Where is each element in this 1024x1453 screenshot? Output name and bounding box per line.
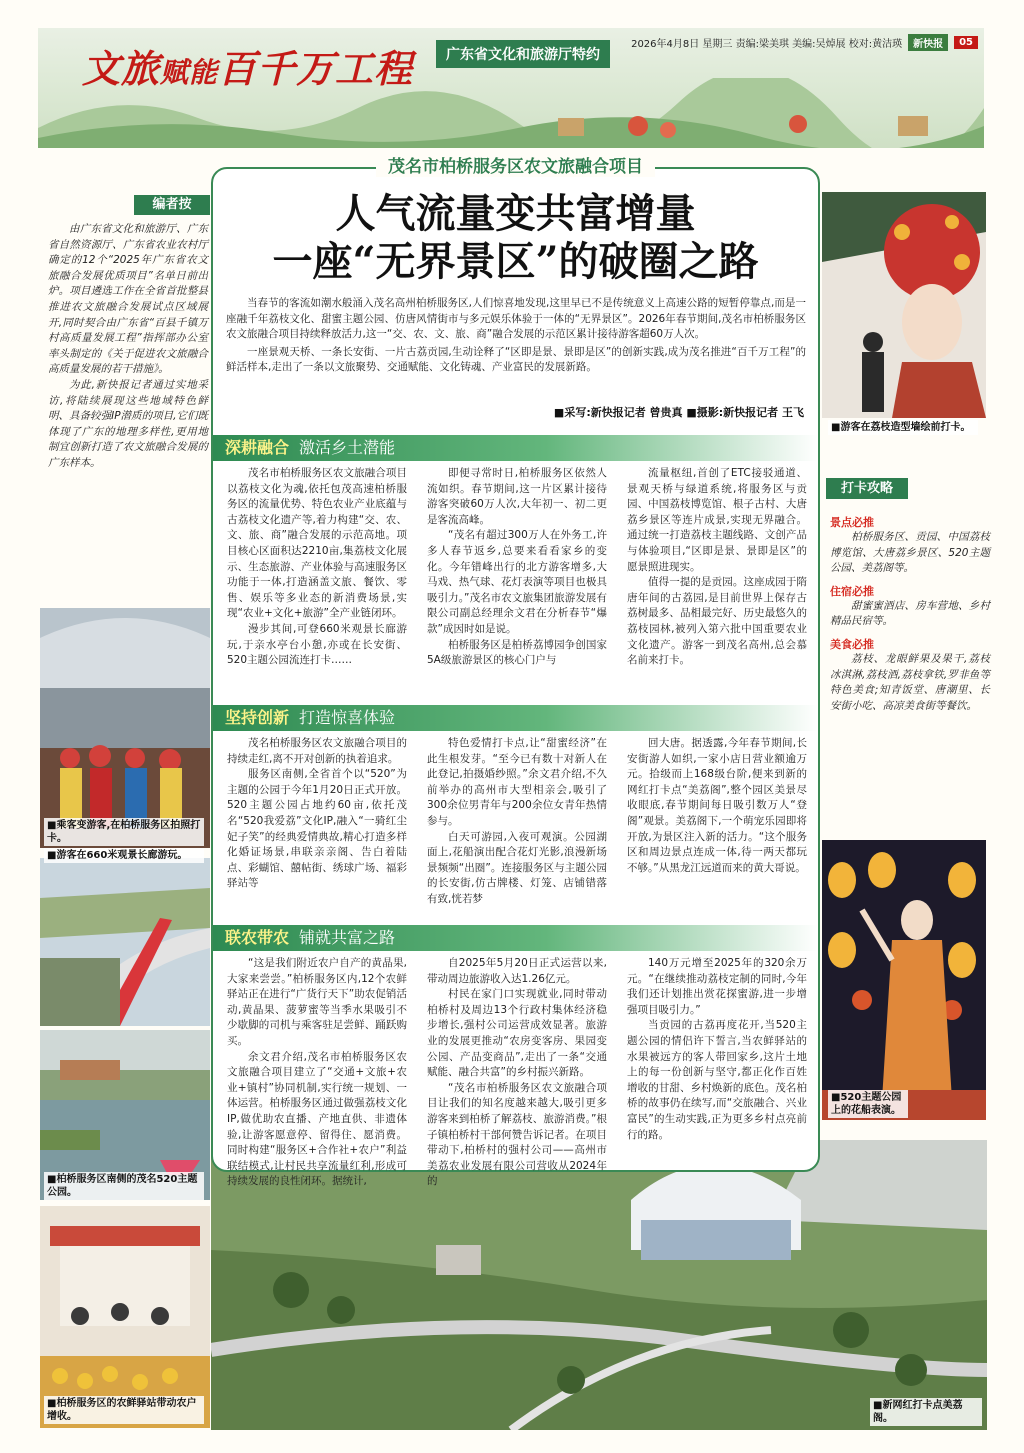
tip-head: 美食必推 bbox=[830, 637, 874, 651]
tip-body: 荔枝、龙眼鲜果及果干,荔枝冰淇淋,荔枝酒,荔枝拿铁,罗非鱼等特色美食;知青饭堂、唐潮里、长安街小吃、高凉美食街等餐饮。 bbox=[830, 652, 990, 712]
editor-note: 由广东省文化和旅游厅、广东省自然资源厅、广东省农业农村厅确定的12个“2025年广东省农文旅融合发展优质项目”名单日前出炉。项目遴选工作在全省首批整县推进农文旅融合发展试点区域展开,同时契合由广东省“百县千镇万村高质量发展工程”指挥部办公室率头制定的《关于促进农文旅融合高质量发展的若干措施》。 为此,新快报记者通过实地采访,将陆续展现这些地域特色鲜明、具备较强IP潜质的项目,它们既体现了广东的地理多样性,更用地制宜创新打造了农文旅融合发展的广东样本。 bbox=[48, 223, 208, 469]
editor-note-tag: 编者按 bbox=[134, 195, 210, 215]
section-header-1: 深耕融合 激活乡土潜能 bbox=[213, 435, 818, 461]
photo-flower-boat bbox=[822, 840, 986, 1120]
column-logo: 文旅赋能百千万工程 bbox=[82, 46, 414, 91]
tip-body: 柏桥服务区、贡园、中国荔枝博览馆、大唐荔乡景区、520主题公园、美荔阁等。 bbox=[830, 531, 990, 575]
caption-aerial: ■新网红打卡点美荔阁。 bbox=[870, 1398, 982, 1426]
dateline: 2026年4月8日 星期三 责编:梁美琪 美编:吴焯展 校对:黄洁瑛 新快报 05 bbox=[631, 34, 978, 51]
section2-col3: 回大唐。据透露,今年春节期间,长安街游人如织,一家小店日营业额逾万元。拾级而上168级台阶,便来到新的网红打卡点“美荔阁”,整个园区美景尽收眼底,春节期间每日吸引数万人“登阁”观景。美荔阁下,一个萌宠乐园即将开放,为景区注入新的活力。“这个服务区和周边景点连成一体,待一两天都玩不够。”从黑龙江远道而来的黄大哥说。 bbox=[627, 737, 807, 874]
section1-col3: 流量枢纽,首创了ETC接驳通道、景观天桥与绿道系统,将服务区与贡园、中国荔枝博览馆、根子古村、大唐荔乡景区等连片成景,实现无界融合。通过统一打造荔枝主题线路、文创产品与体验项目,“区即是景、景即是区”的愿景照进现实。 值得一提的是贡园。这座成园于隋唐年间的古荔园,是目前世界上保存古荔树最多、品相最完好、历史最悠久的荔枝园林,被列入第六批中国重要农业文化遗产。游客一到茂名高州,总会慕名前来打卡。 bbox=[627, 467, 807, 667]
caption-park: ■柏桥服务区南侧的茂名520主题公园。 bbox=[44, 1172, 204, 1200]
sponsor-tag: 广东省文化和旅游厅特约 bbox=[436, 40, 610, 68]
section3-col1: “这是我们附近农户自产的黄晶果,大家来尝尝。”柏桥服务区内,12个农鲜驿站正在进行“广货行天下”助农促销活动,黄晶果、菠萝蜜等当季水果吸引不少歇脚的司机与乘客驻足尝鲜、踊跃购买。 余文君介绍,茂名市柏桥服务区农文旅融合项目建立了“交通+文旅+农业+镇村”协同机制,实行统一规划、一体运营。柏桥服务区通过做强荔枝文化IP,做优助农直播、产地直供、非遗体验,让游客愿意停、留得住、愿消费。同时构建“服务区+合作社+农户”利益联结模式,让村民共享流量红利,形成可持续发展的良性闭环。据统计, bbox=[227, 957, 407, 1188]
tip-head: 住宿必推 bbox=[830, 584, 874, 598]
paper-name: 新快报 bbox=[908, 34, 948, 51]
caption-corridor: ■游客在660米观景长廊游玩。 bbox=[44, 848, 204, 863]
photo-group-tourists bbox=[40, 608, 210, 848]
photo-mural bbox=[822, 192, 986, 418]
tip-body: 甜蜜蜜酒店、房车营地、乡村精品民宿等。 bbox=[830, 599, 990, 628]
tip-head: 景点必推 bbox=[830, 516, 874, 529]
section3-col2: 自2025年5月20日正式运营以来,带动周边旅游收入达1.26亿元。 村民在家门口实现就业,同时带动柏桥村及周边13个行政村集体经济稳步增长,强村公司运营成效显著。旅游业的发展更推动“农房变客房、果园变公园、产品变商品”,走出了一条“交通赋能、融合共富”的乡村振兴新路。 “茂名市柏桥服务区农文旅融合项目让我们的知名度越来越大,吸引更多游客来到柏桥了解荔枝、旅游消费。”根子镇柏桥村干部何赞告诉记者。在项目带动下,柏桥村的强村公司——高州市美荔农业发展有限公司营收从2024年的 bbox=[427, 957, 607, 1188]
caption-group: ■乘客变游客,在柏桥服务区拍照打卡。 bbox=[44, 818, 204, 846]
masthead-banner bbox=[38, 28, 984, 148]
section2-col2: 特色爱情打卡点,让“甜蜜经济”在此生根发芽。“至今已有数十对新人在此登记,拍摄婚纱照。”余文君介绍,不久前举办的高州市大型相亲会,吸引了300余位男青年与200余位女青年热情参与。 白天可游园,入夜可观演。公园湖面上,花船演出配合花灯光影,浪漫新场景频频“出圈”。连接服务区与主题公园的长安街,仿古牌楼、灯笼、店铺错落有致,恍若梦 bbox=[427, 737, 607, 905]
photo-corridor bbox=[40, 858, 210, 1026]
section-header-3: 联农带农 铺就共富之路 bbox=[213, 925, 818, 951]
section-header-2: 坚持创新 打造惊喜体验 bbox=[213, 705, 818, 731]
caption-market: ■柏桥服务区的农鲜驿站带动农户增收。 bbox=[44, 1396, 204, 1424]
page-number: 05 bbox=[954, 36, 978, 49]
byline: ■采写:新快报记者 曾贵真 ■摄影:新快报记者 王飞 bbox=[553, 406, 804, 419]
section3-col3: 140万元增至2025年的320余万元。“在继续推动荔枝定制的同时,今年我们还计划推出赏花探蜜游,进一步增强项目吸引力。” 当贡园的古荔再度花开,当520主题公园的情侣许下誓言,当农鲜驿站的水果被远方的客人带回家乡,这片土地上的每一份创新与坚守,都正化作百姓增收的甘甜、乡村焕新的底色。茂名柏桥的故事仍在续写,而“交旅融合、兴业富民”的生动实践,正为更多乡村点亮前行的路。 bbox=[627, 957, 807, 1141]
headline: 人气流量变共富增量 一座“无界景区”的破圈之路 bbox=[272, 190, 759, 285]
section1-col2: 即便寻常时日,柏桥服务区依然人流如织。春节期间,这一片区累计接待游客突破60万人次,大年初一、初二更是客流高峰。 “茂名有超过300万人在外务工,许多人春节返乡,总要来看看家乡的变化。今年错峰出行的北方游客增多,大马戏、热气球、花灯表演等项目也极具吸引力。”茂名市农文旅集团旅游发展有限公司副总经理余文君在分析春节“爆款”成因时如是说。 柏桥服务区是柏桥荔博园争创国家5A级旅游景区的核心门户与 bbox=[427, 467, 607, 667]
section1-col1: 茂名市柏桥服务区农文旅融合项目以荔枝文化为魂,依托包茂高速柏桥服务区的流量优势、特色农业产业底蕴与古荔枝文化遗产等,着力构建“交、农、文、旅、商”融合发展的示范高地。项目核心区面积达2210亩,集荔枝文化展示、生态旅游、产业体验与高速服务区功能于一体,打造涵盖文旅、餐饮、零售、娱乐等多业态的新消费场景,实现“农业+文化+旅游”全产业链闭环。 漫步其间,可登660米观景长廊游玩,于亲水亭台小憩,亦或在长安街、520主题公园流连打卡…… bbox=[227, 467, 407, 667]
section2-col1: 茂名柏桥服务区农文旅融合项目的持续走红,离不开对创新的执着追求。 服务区南侧,全省首个以“520”为主题的公园于今年1月20日正式开放。520主题公园占地约60亩,依托茂名“520我爱荔”文化IP,融入“一骑红尘妃子笑”的经典爱情典故,精心打造多样化婚证场景,串联亲亲阁、告白着陆点、彩蝴馆、囍帖街、绣球广场、福彩驿站等 bbox=[227, 737, 407, 890]
caption-boat: ■520主题公园上的花船表演。 bbox=[828, 1090, 908, 1118]
article-kicker: 茂名市柏桥服务区农文旅融合项目 bbox=[211, 152, 820, 177]
tips-tag: 打卡攻略 bbox=[826, 478, 908, 499]
caption-mural: ■游客在荔枝造型墙绘前打卡。 bbox=[828, 420, 978, 435]
lead-paragraph: 当春节的客流如潮水般涌入茂名高州柏桥服务区,人们惊喜地发现,这里早已不是传统意义上高速公路的短暂停靠点,而是一座融千年荔枝文化、甜蜜主题公园、仿唐风情街市与多元娱乐体验于一体的“无界景区”。2026年春节期间,茂名市柏桥服务区农文旅融合项目持续释放活力,这一“交、农、文、旅、商”融合发展的示范区累计接待游客超60万人次。 一座景观天桥、一条长安街、一片古荔贡园,生动诠释了“区即是景、景即是区”的创新实践,成为茂名推进“百千万工程”的鲜活样本,走出了一条以文旅聚势、交通赋能、文化铸魂、产业富民的发展新路。 bbox=[226, 297, 806, 374]
photo-fruit-market bbox=[40, 1206, 210, 1428]
travel-tips bbox=[830, 508, 990, 714]
